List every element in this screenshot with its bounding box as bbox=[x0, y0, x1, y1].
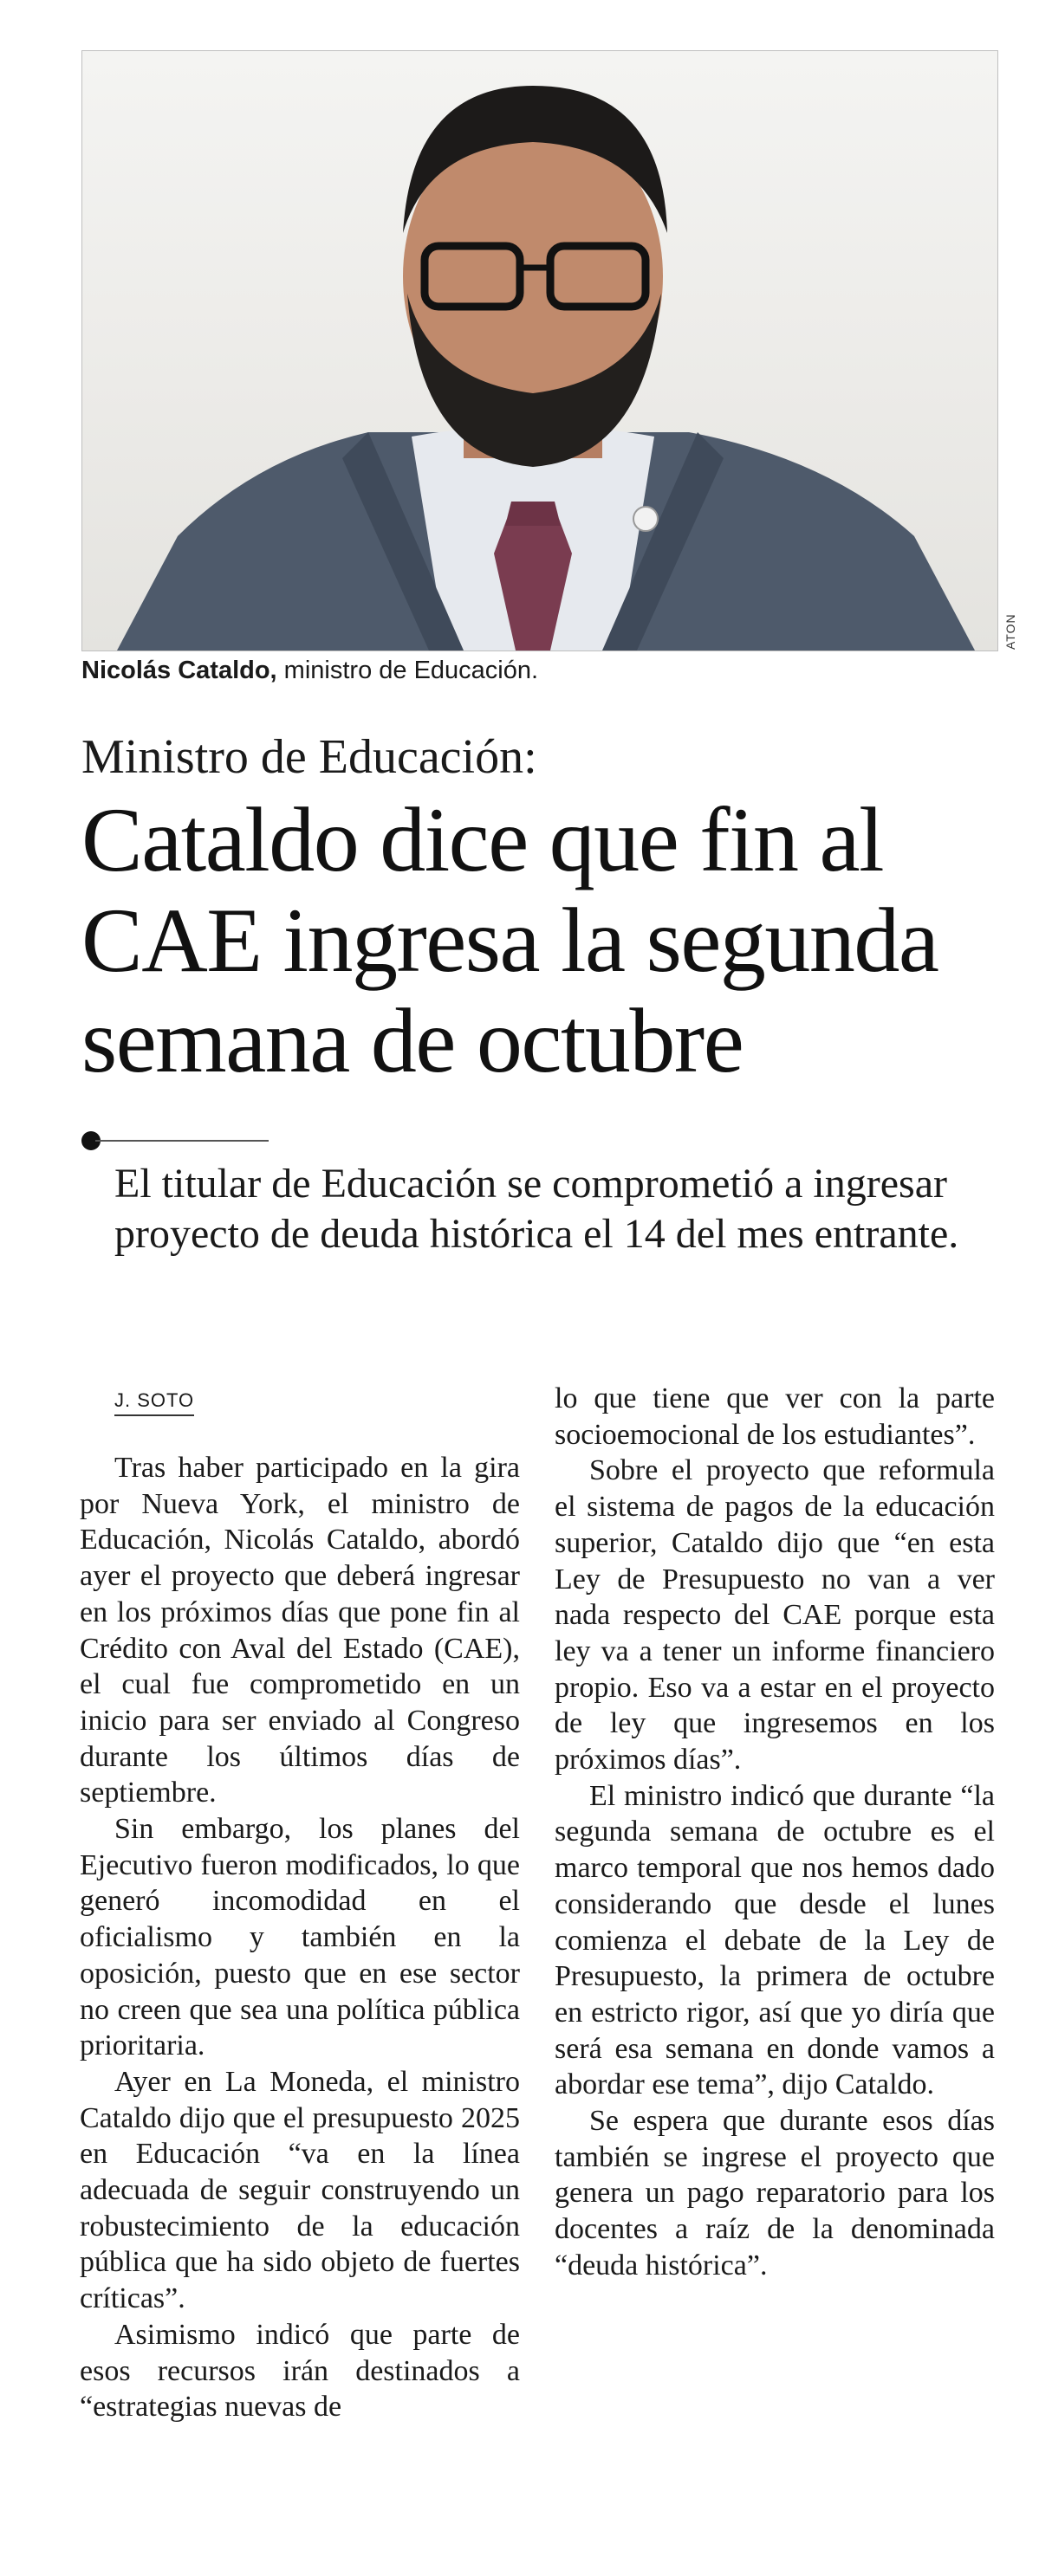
paragraph: Tras haber participado en la gira por Nueva York, el ministro de Educación, Nicolás Cataldo, abordó ayer el proyecto que deberá ingresar en los próximos días que pone fin al Crédito con Aval del Estado (CAE), el cual fue comprometido en un inicio para ser enviado al Congreso durante los últimos días de septiembre. bbox=[80, 1452, 520, 1809]
paragraph: Se espera que durante esos días también se ingrese el proyecto que genera un pago reparatorio para los docentes a raíz de la denominada “deuda histórica”. bbox=[555, 2105, 995, 2282]
caption-role: ministro de Educación. bbox=[276, 657, 539, 684]
paragraph: Ayer en La Moneda, el ministro Cataldo dijo que el presupuesto 2025 en Educación “va en la línea adecuada de seguir construyendo un robustecimiento de la educación pública que ha sido objeto de fuertes críticas”. bbox=[80, 2065, 520, 2315]
portrait-illustration bbox=[82, 51, 997, 650]
paragraph: lo que tiene que ver con la parte socioemocional de los estudiantes”. bbox=[555, 1382, 995, 1451]
paragraph: Sin embargo, los planes del Ejecutivo fueron modificados, lo que generó incomodidad en el oficialismo y también en la oposición, puesto que en ese sector no creen que sea una política pública prioritaria. bbox=[80, 1813, 520, 2062]
article-lead: El titular de Educación se comprometió a ingresar proyecto de deuda histórica el 14 del mes entrante. bbox=[114, 1161, 959, 1257]
article-column-1 bbox=[80, 1450, 520, 2425]
article-byline: J. SOTO bbox=[114, 1389, 194, 1416]
portrait-photo bbox=[81, 50, 998, 651]
photo-caption bbox=[81, 657, 997, 685]
article-headline: Cataldo dice que fin al CAE ingresa la segunda semana de octubre bbox=[81, 789, 938, 1091]
article-column-2 bbox=[555, 1381, 995, 2284]
caption-name: Nicolás Cataldo, bbox=[81, 657, 277, 684]
lead-divider bbox=[95, 1140, 269, 1142]
paragraph: Asimismo indicó que parte de esos recursos irán destinados a “estrategias nuevas de bbox=[80, 2318, 520, 2424]
article-kicker: Ministro de Educación: bbox=[81, 730, 537, 784]
photo-credit: ATON bbox=[1003, 613, 1017, 650]
paragraph: El ministro indicó que durante “la segunda semana de octubre es el marco temporal que nos hemos dado considerando que desde el lunes comienza el debate de la Ley de Presupuesto, la primera de octubre en estricto rigor, así que yo diría que será esa semana en donde vamos a abordar ese tema”, dijo Cataldo. bbox=[555, 1779, 995, 2101]
paragraph: Sobre el proyecto que reformula el sistema de pagos de la educación superior, Cataldo dijo que “en esta Ley de Presupuesto no van a ver nada respecto del CAE porque esta ley va a tener un informe financiero propio. Eso va a estar en el proyecto de ley que ingresemos en los próximos días”. bbox=[555, 1454, 995, 1777]
